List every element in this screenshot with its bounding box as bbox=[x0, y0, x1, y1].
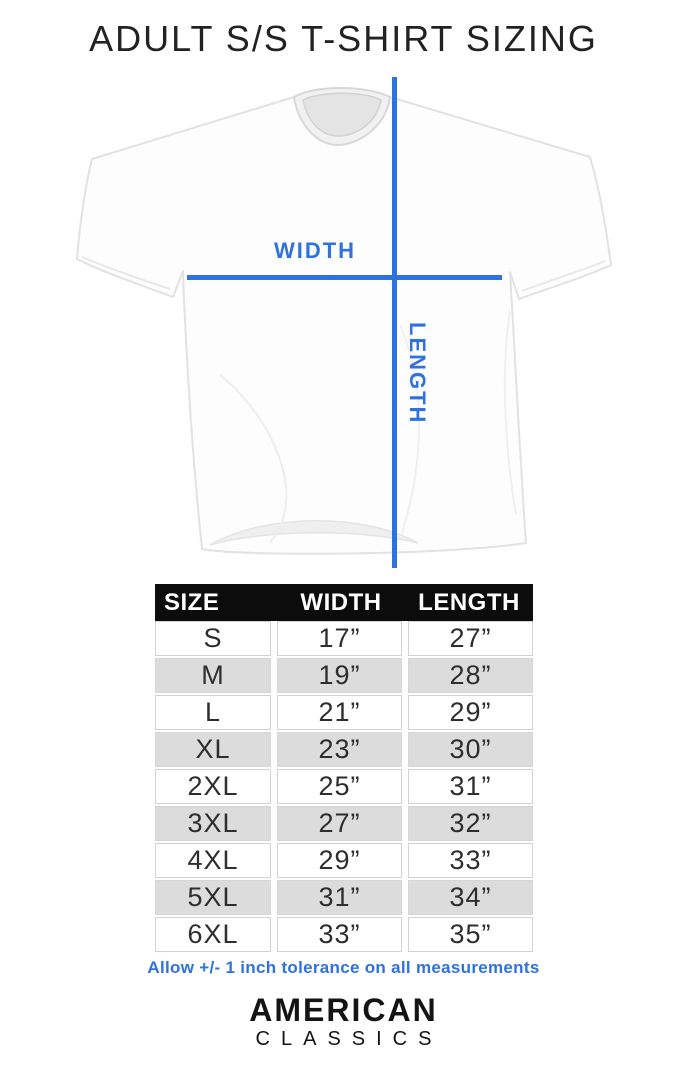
sizing-table-header bbox=[155, 584, 533, 621]
cell-width: 17” bbox=[277, 621, 402, 656]
cell-width: 23” bbox=[277, 732, 402, 767]
cell-width: 31” bbox=[277, 880, 402, 915]
table-row bbox=[155, 806, 533, 841]
cell-width: 21” bbox=[277, 695, 402, 730]
cell-width: 27” bbox=[277, 806, 402, 841]
cell-length: 31” bbox=[408, 769, 533, 804]
cell-size: L bbox=[155, 695, 271, 730]
cell-size: 5XL bbox=[155, 880, 271, 915]
cell-width: 25” bbox=[277, 769, 402, 804]
cell-width: 29” bbox=[277, 843, 402, 878]
brand-name-classics: CLASSICS bbox=[255, 1028, 443, 1050]
length-measure-line bbox=[392, 77, 397, 568]
header-width: WIDTH bbox=[300, 588, 382, 616]
tshirt-graphic bbox=[70, 75, 615, 571]
cell-length: 34” bbox=[408, 880, 533, 915]
tolerance-note: Allow +/- 1 inch tolerance on all measurements bbox=[147, 958, 540, 977]
cell-size: M bbox=[155, 658, 271, 693]
header-length: LENGTH bbox=[418, 588, 520, 616]
cell-length: 33” bbox=[408, 843, 533, 878]
brand-logo bbox=[0, 994, 687, 1049]
cell-length: 28” bbox=[408, 658, 533, 693]
cell-length: 30” bbox=[408, 732, 533, 767]
table-row bbox=[155, 658, 533, 693]
cell-width: 33” bbox=[277, 917, 402, 952]
cell-length: 32” bbox=[408, 806, 533, 841]
table-row bbox=[155, 917, 533, 952]
cell-size: 2XL bbox=[155, 769, 271, 804]
cell-size: 4XL bbox=[155, 843, 271, 878]
width-measure-line bbox=[187, 275, 502, 280]
cell-size: 3XL bbox=[155, 806, 271, 841]
cell-size: 6XL bbox=[155, 917, 271, 952]
cell-width: 19” bbox=[277, 658, 402, 693]
cell-length: 27” bbox=[408, 621, 533, 656]
table-row bbox=[155, 732, 533, 767]
tshirt-body-shape bbox=[77, 88, 611, 554]
cell-length: 35” bbox=[408, 917, 533, 952]
table-row bbox=[155, 880, 533, 915]
cell-size: S bbox=[155, 621, 271, 656]
page-title: ADULT S/S T-SHIRT SIZING bbox=[89, 18, 598, 59]
sizing-table-body bbox=[155, 621, 533, 952]
table-row bbox=[155, 621, 533, 656]
brand-name-american: AMERICAN bbox=[249, 992, 438, 1028]
cell-size: XL bbox=[155, 732, 271, 767]
width-label: WIDTH bbox=[273, 238, 357, 263]
cell-length: 29” bbox=[408, 695, 533, 730]
table-row bbox=[155, 843, 533, 878]
tshirt-illustration-svg bbox=[70, 75, 615, 571]
table-row bbox=[155, 769, 533, 804]
sizing-table bbox=[155, 584, 533, 952]
table-row bbox=[155, 695, 533, 730]
length-label: LENGTH bbox=[405, 322, 430, 425]
header-size: SIZE bbox=[164, 588, 220, 616]
